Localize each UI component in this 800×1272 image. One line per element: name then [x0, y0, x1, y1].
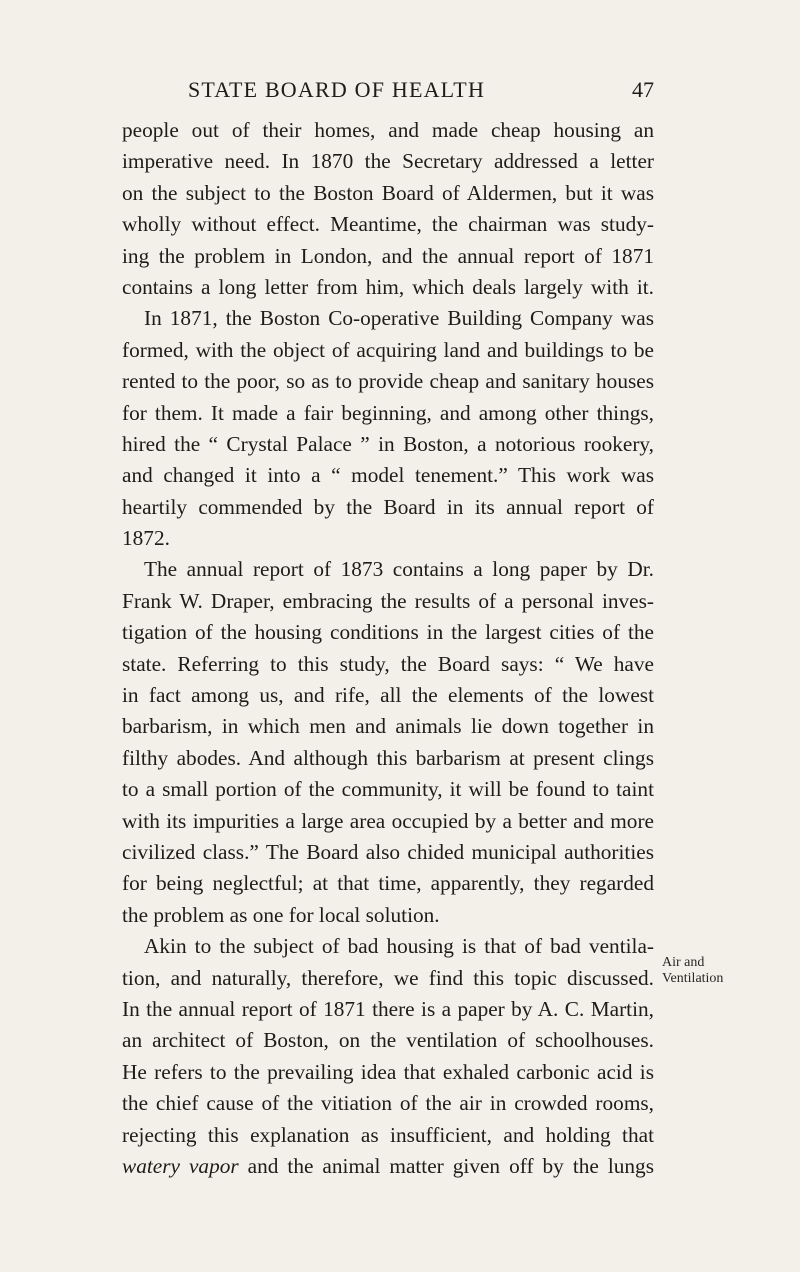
text-line: 1872.: [122, 526, 170, 551]
text-line: on the subject to the Boston Board of Aldermen, but it was: [122, 180, 654, 205]
text-line: contains a long letter from him, which deals largely with it.: [122, 274, 654, 299]
text-line: for being neglectful; at that time, apparently, they regarded: [122, 871, 654, 896]
text-line-rest: and the animal matter given off by the lungs: [238, 1153, 654, 1178]
text-line: Akin to the subject of bad housing is that of bad ventila-: [144, 934, 654, 959]
text-line: in fact among us, and rife, all the elements of the lowest: [122, 683, 654, 708]
text-line: ing the problem in London, and the annual report of 1871: [122, 243, 654, 268]
text-line: barbarism, in which men and animals lie down together in: [122, 714, 654, 739]
text-line: In the annual report of 1871 there is a paper by A. C. Martin,: [122, 996, 654, 1021]
text-line: In 1871, the Boston Co-operative Building Company was: [144, 306, 654, 331]
text-line: tion, and naturally, therefore, we find this topic discussed.: [122, 965, 654, 990]
text-line: He refers to the prevailing idea that exhaled carbonic acid is: [122, 1059, 654, 1084]
text-line: imperative need. In 1870 the Secretary addressed a letter: [122, 149, 654, 174]
text-line: state. Referring to this study, the Board says: “ We have: [122, 651, 654, 676]
text-line: for them. It made a fair beginning, and among other things,: [122, 400, 654, 425]
text-line: tigation of the housing conditions in the largest cities of the: [122, 620, 654, 645]
text-line: and changed it into a “ model tenement.” This work was: [122, 463, 654, 488]
page-number: 47: [632, 77, 654, 102]
text-line: wholly without effect. Meantime, the chairman was study-: [122, 212, 654, 237]
italic-phrase: watery vapor: [122, 1153, 239, 1178]
text-line: formed, with the object of acquiring land and buildings to be: [122, 337, 654, 362]
margin-note-line: Air and: [662, 955, 705, 970]
text-line: the chief cause of the vitiation of the air in crowded rooms,: [122, 1091, 654, 1116]
text-line: hired the “ Crystal Palace ” in Boston, a notorious rookery,: [122, 431, 654, 456]
text-line: The annual report of 1873 contains a long paper by Dr.: [144, 557, 654, 582]
body-text: [122, 115, 654, 1182]
running-head: STATE BOARD OF HEALTH: [188, 77, 486, 102]
text-line: to a small portion of the community, it will be found to taint: [122, 777, 654, 802]
text-line: an architect of Boston, on the ventilation of schoolhouses.: [122, 1028, 654, 1053]
text-line: with its impurities a large area occupied by a better and more: [122, 808, 654, 833]
text-line: the problem as one for local solution.: [122, 902, 440, 927]
text-line: heartily commended by the Board in its annual report of: [122, 494, 654, 519]
text-line-last: [122, 1151, 654, 1182]
text-line: civilized class.” The Board also chided municipal authorities: [122, 839, 654, 864]
text-line: filthy abodes. And although this barbarism at present clings: [122, 745, 654, 770]
margin-note-line: Ventilation: [662, 971, 724, 986]
text-line: Frank W. Draper, embracing the results of a personal inves-: [122, 588, 654, 613]
text-line: rented to the poor, so as to provide cheap and sanitary houses: [122, 369, 654, 394]
text-line: rejecting this explanation as insufficient, and holding that: [122, 1122, 654, 1147]
text-line: people out of their homes, and made cheap housing an: [122, 118, 654, 142]
page-header: [122, 70, 654, 110]
margin-note: [662, 955, 792, 987]
